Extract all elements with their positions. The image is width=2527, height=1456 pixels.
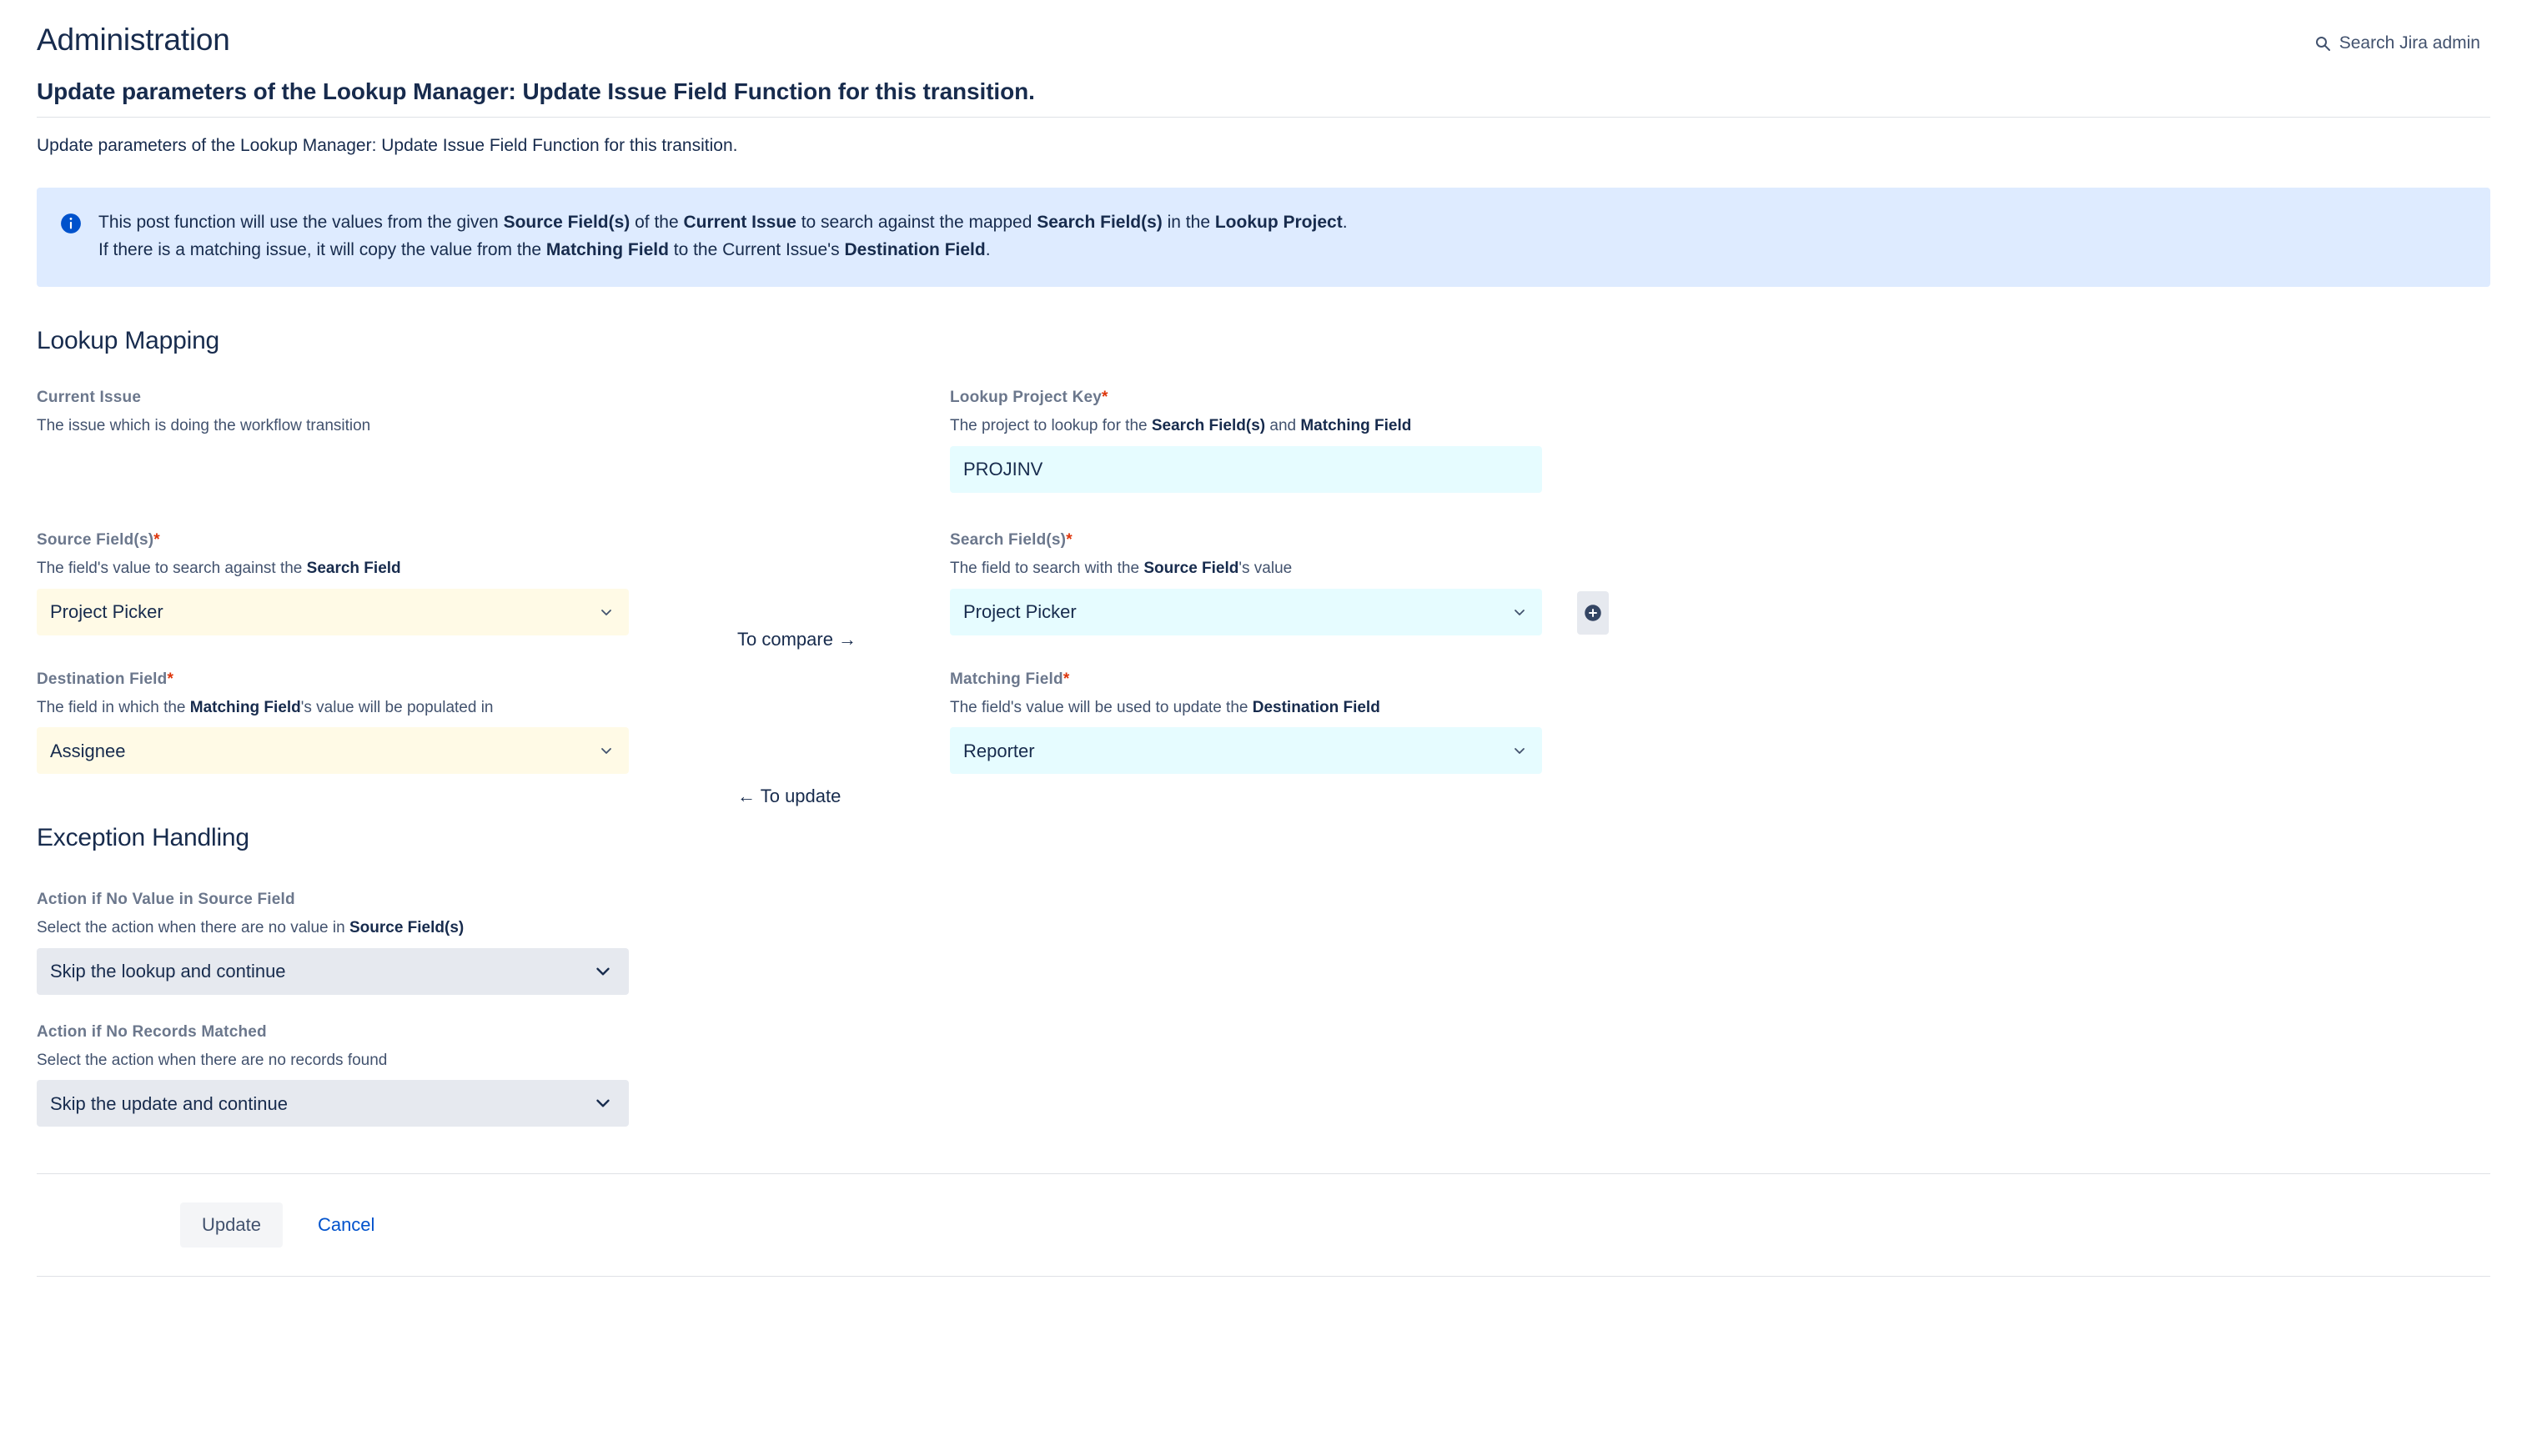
matching-field-select[interactable] bbox=[950, 727, 1542, 774]
info-l1-p0: This post function will use the values from the given bbox=[98, 213, 504, 233]
to-compare-connector: To compare → bbox=[737, 629, 857, 650]
info-l1-p1: Source Field(s) bbox=[503, 213, 630, 233]
nv-desc-bold: Source Field(s) bbox=[349, 919, 465, 937]
matching-field-select-wrap bbox=[950, 727, 1542, 774]
info-l1-p6: in the bbox=[1162, 213, 1215, 233]
search-fields-description bbox=[950, 558, 1550, 580]
no-value-action-description bbox=[37, 917, 2490, 940]
no-records-action-label: Action if No Records Matched bbox=[37, 1022, 267, 1041]
form-row-3 bbox=[37, 670, 2490, 775]
mf-desc-prefix: The field's value will be used to update the bbox=[950, 698, 1253, 716]
info-banner bbox=[37, 188, 2490, 287]
no-records-action-field bbox=[37, 1023, 2490, 1127]
to-update-connector: ← To update bbox=[737, 786, 841, 807]
lpk-desc-prefix: The project to lookup for the bbox=[950, 417, 1152, 435]
lookup-project-key-label-text: Lookup Project Key bbox=[950, 389, 1103, 407]
nv-desc-prefix: Select the action when there are no value in bbox=[37, 919, 349, 937]
lpk-desc-bold1: Search Field(s) bbox=[1151, 417, 1266, 435]
update-button[interactable]: Update bbox=[180, 1202, 283, 1248]
lookup-project-key-label bbox=[950, 389, 1550, 407]
info-banner-line-2 bbox=[98, 237, 1348, 264]
no-records-action-select-wrap bbox=[37, 1080, 629, 1127]
destination-field-label-text: Destination Field bbox=[37, 670, 168, 688]
info-l1-p7: Lookup Project bbox=[1214, 213, 1343, 233]
lpk-desc-bold2: Matching Field bbox=[1300, 417, 1412, 435]
info-l1-p3: Current Issue bbox=[683, 213, 796, 233]
current-issue-description: The issue which is doing the workflow transition bbox=[37, 417, 371, 435]
destination-field-description bbox=[37, 697, 950, 720]
no-value-action-label: Action if No Value in Source Field bbox=[37, 891, 295, 909]
sf-desc-bold: Search Field bbox=[306, 560, 401, 578]
destination-field-field bbox=[37, 670, 950, 775]
matching-field-label bbox=[950, 670, 1550, 689]
info-banner-line-1 bbox=[98, 209, 1348, 237]
search-fields-select-wrap bbox=[950, 589, 1542, 635]
no-value-action-select-wrap bbox=[37, 948, 629, 995]
info-l1-p2: of the bbox=[630, 213, 684, 233]
source-fields-select-wrap bbox=[37, 589, 629, 635]
no-records-action-select[interactable] bbox=[37, 1080, 629, 1127]
form-row-1 bbox=[37, 389, 2490, 493]
lookup-project-key-input[interactable] bbox=[950, 446, 1542, 493]
info-l1-p5: Search Field(s) bbox=[1037, 213, 1163, 233]
exception-handling-heading: Exception Handling bbox=[37, 824, 249, 852]
destination-field-label bbox=[37, 670, 950, 689]
destination-field-select[interactable] bbox=[37, 727, 629, 774]
info-icon bbox=[60, 213, 82, 234]
info-l2-p2: to the Current Issue's bbox=[668, 239, 845, 259]
page-header bbox=[37, 22, 2490, 58]
search-fields-field bbox=[950, 531, 1550, 635]
section-heading: Update parameters of the Lookup Manager: Update Issue Field Function for this transition. bbox=[37, 78, 1035, 105]
required-marker: * bbox=[153, 531, 160, 550]
matching-field-field bbox=[950, 670, 1550, 775]
matching-field-description bbox=[950, 697, 1550, 720]
current-issue-label: Current Issue bbox=[37, 389, 142, 407]
sf-desc-prefix: The field's value to search against the bbox=[37, 560, 307, 578]
search-fields-label bbox=[950, 531, 1550, 550]
info-l2-p1: Matching Field bbox=[545, 239, 669, 259]
source-fields-select[interactable] bbox=[37, 589, 629, 635]
info-l2-p0: If there is a matching issue, it will copy the value from the bbox=[98, 239, 546, 259]
page-title: Administration bbox=[37, 23, 230, 57]
section-description: Update parameters of the Lookup Manager: Update Issue Field Function for this transition. bbox=[37, 136, 738, 156]
no-value-action-field bbox=[37, 891, 2490, 995]
required-marker: * bbox=[1102, 389, 1108, 407]
no-value-action-select[interactable] bbox=[37, 948, 629, 995]
info-l2-p4: . bbox=[985, 239, 991, 259]
sch-desc-suffix: 's value bbox=[1238, 560, 1293, 578]
matching-field-label-text: Matching Field bbox=[950, 670, 1063, 688]
sch-desc-prefix: The field to search with the bbox=[950, 560, 1144, 578]
lpk-desc-mid: and bbox=[1265, 417, 1301, 435]
lookup-project-key-description bbox=[950, 415, 1550, 438]
source-fields-description bbox=[37, 558, 950, 580]
footer-actions bbox=[37, 1174, 2490, 1276]
footer-divider-bottom bbox=[37, 1276, 2490, 1277]
mf-desc-bold: Destination Field bbox=[1252, 698, 1380, 716]
lookup-mapping-form bbox=[37, 389, 2490, 807]
source-fields-label-text: Source Field(s) bbox=[37, 531, 154, 550]
add-mapping-button[interactable] bbox=[1577, 591, 1609, 635]
plus-circle-icon bbox=[1582, 602, 1604, 624]
heading-divider bbox=[37, 117, 2490, 118]
source-fields-label bbox=[37, 531, 950, 550]
search-fields-select[interactable] bbox=[950, 589, 1542, 635]
df-desc-prefix: The field in which the bbox=[37, 698, 190, 716]
info-l2-p3: Destination Field bbox=[844, 239, 986, 259]
no-records-action-description: Select the action when there are no records found bbox=[37, 1051, 388, 1069]
required-marker: * bbox=[1063, 670, 1070, 688]
cancel-link[interactable]: Cancel bbox=[317, 1214, 375, 1236]
info-l1-p8: . bbox=[1342, 213, 1348, 233]
search-jira-admin-label: Search Jira admin bbox=[2339, 33, 2480, 53]
lookup-project-key-field bbox=[950, 389, 1550, 493]
required-marker: * bbox=[167, 670, 174, 688]
df-desc-suffix: 's value will be populated in bbox=[300, 698, 494, 716]
df-desc-bold: Matching Field bbox=[189, 698, 301, 716]
lookup-mapping-heading: Lookup Mapping bbox=[37, 327, 220, 355]
form-row-2 bbox=[37, 531, 2490, 635]
search-fields-label-text: Search Field(s) bbox=[950, 531, 1067, 550]
search-jira-admin[interactable] bbox=[2314, 33, 2490, 53]
destination-field-select-wrap bbox=[37, 727, 629, 774]
search-icon bbox=[2314, 35, 2331, 52]
current-issue-field bbox=[37, 389, 950, 446]
required-marker: * bbox=[1066, 531, 1073, 550]
info-l1-p4: to search against the mapped bbox=[796, 213, 1037, 233]
sch-desc-bold: Source Field bbox=[1143, 560, 1239, 578]
info-banner-text bbox=[98, 209, 1348, 264]
